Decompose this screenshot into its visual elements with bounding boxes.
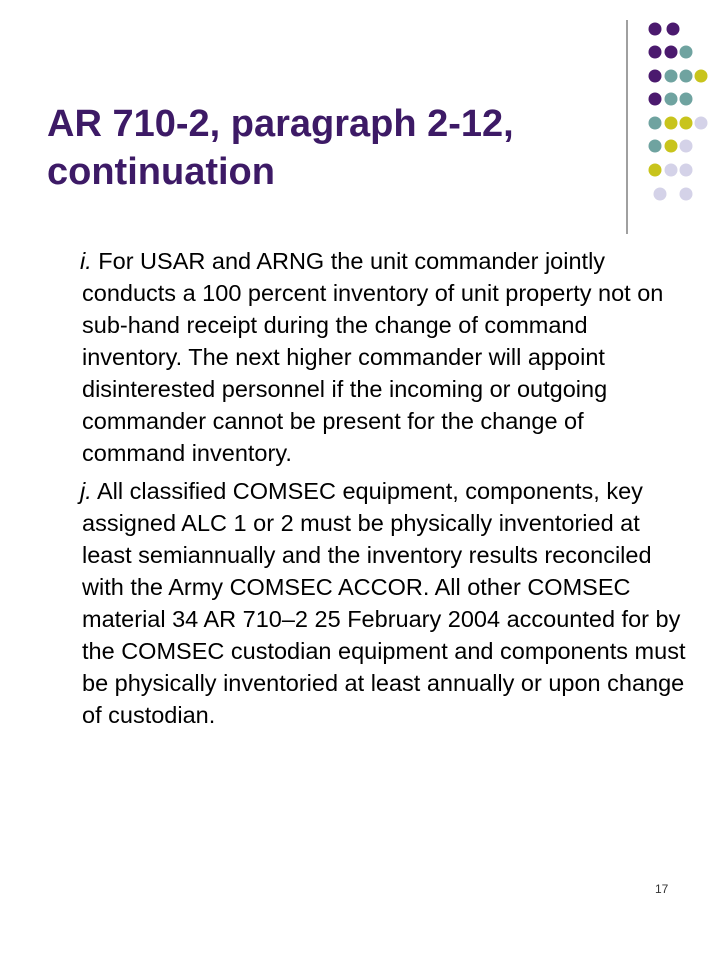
dot (649, 46, 662, 59)
dot (665, 140, 678, 153)
slide-title-line-2: continuation (47, 151, 275, 193)
paragraph-letter: i. (80, 248, 92, 274)
dot (654, 188, 667, 201)
dot (649, 23, 662, 36)
dot (649, 93, 662, 106)
dot (665, 93, 678, 106)
dot (649, 164, 662, 177)
slide-body (82, 245, 692, 737)
paragraph-j (82, 475, 692, 731)
dot (649, 140, 662, 153)
paragraph-i (82, 245, 692, 469)
dot (680, 93, 693, 106)
dot (680, 70, 693, 83)
dot (680, 164, 693, 177)
paragraph-text: For USAR and ARNG the unit commander jointly conducts a 100 percent inventory of unit property not on sub-hand receipt during the change of command inventory. The next higher commander will appoint disinterested personnel if the incoming or outgoing commander cannot be present for the change of command inventory. (82, 248, 664, 466)
dot (649, 70, 662, 83)
page-number: 17 (655, 882, 669, 896)
dot (680, 46, 693, 59)
dot (680, 140, 693, 153)
dot (665, 164, 678, 177)
dot (665, 70, 678, 83)
dot (665, 117, 678, 130)
paragraph-text: All classified COMSEC equipment, components, key assigned ALC 1 or 2 must be physically inventoried at least semiannually and the inventory results reconciled with the Army COMSEC ACCOR. All other COMSEC material 34 AR 710–2 25 February 2004 accounted for by the COMSEC custodian equipment and components must be physically inventoried at least annually or upon change of custodian. (82, 478, 686, 728)
paragraph-letter: j. (80, 478, 92, 504)
dot (695, 117, 708, 130)
dot (667, 23, 680, 36)
vertical-divider (626, 20, 628, 234)
dot (665, 46, 678, 59)
dot (680, 117, 693, 130)
dot (680, 188, 693, 201)
dot (695, 70, 708, 83)
slide-title (47, 100, 607, 196)
slide-title-line-1: AR 710-2, paragraph 2-12, (47, 103, 514, 145)
dot (649, 117, 662, 130)
